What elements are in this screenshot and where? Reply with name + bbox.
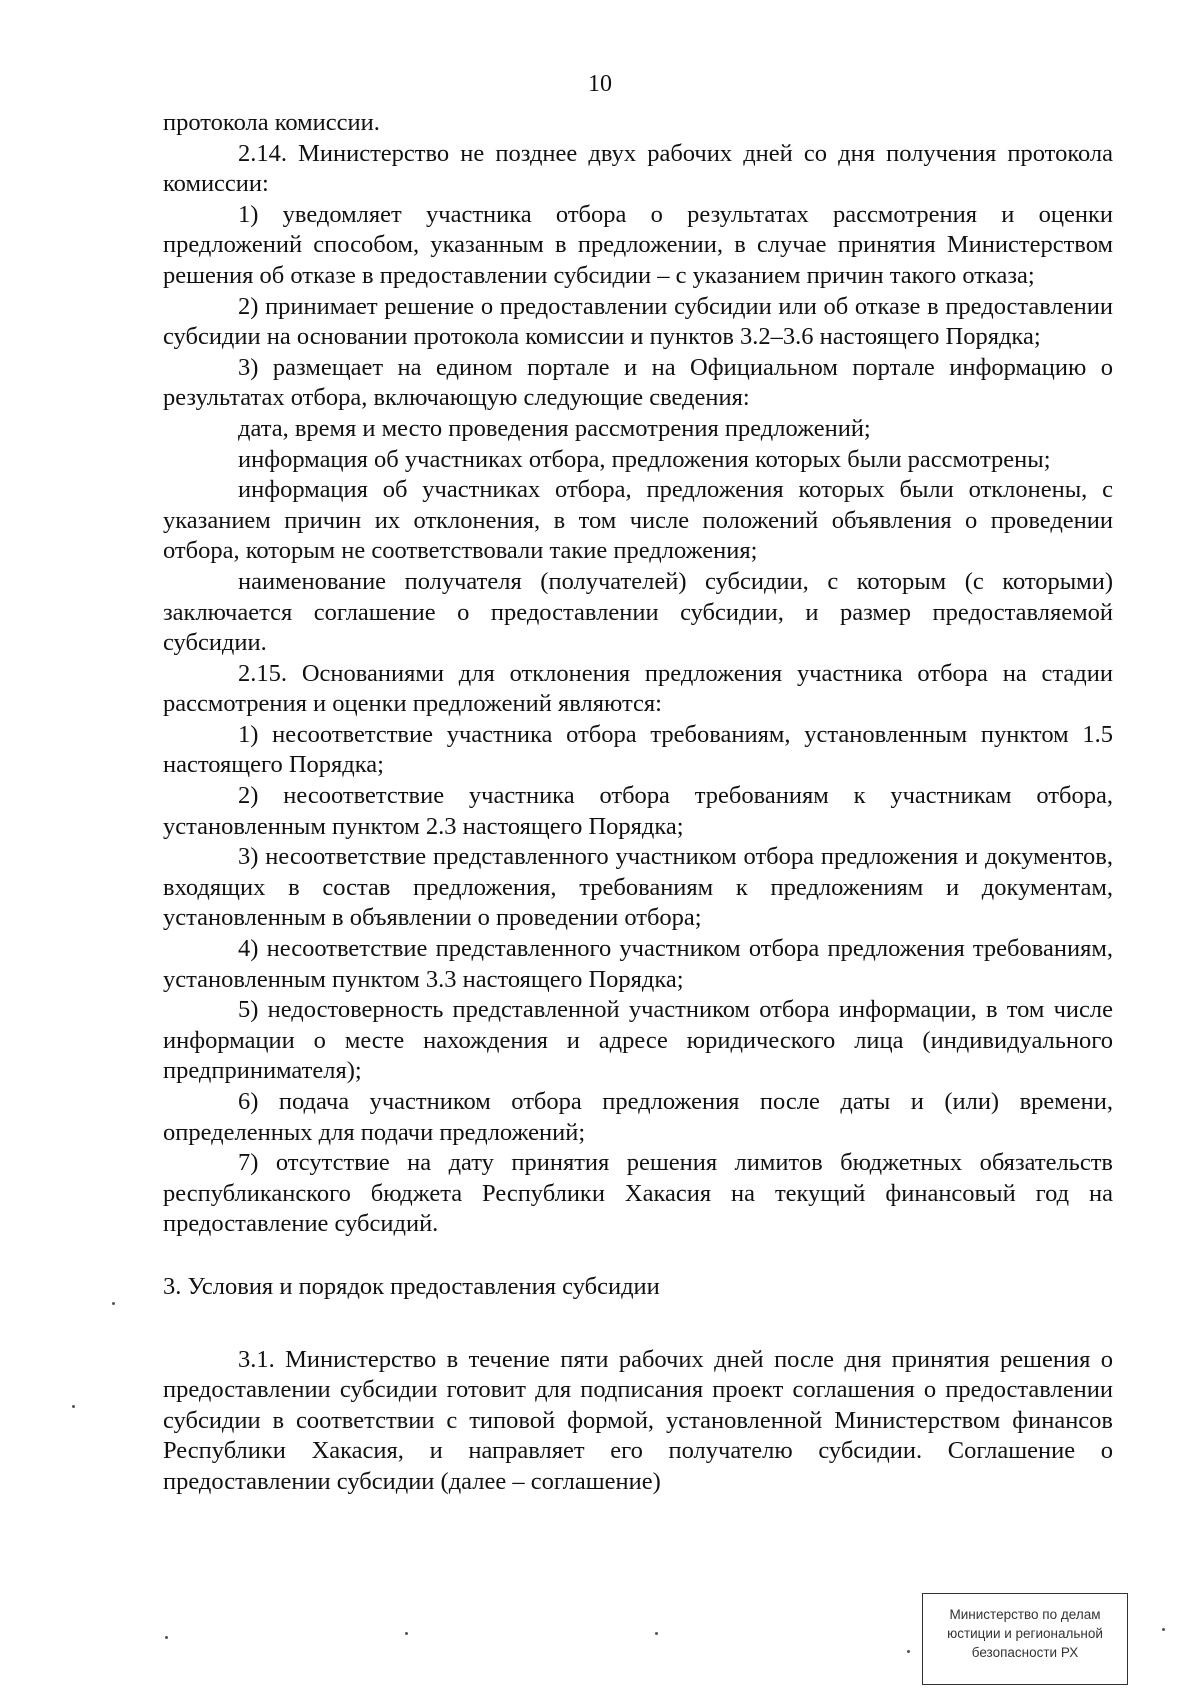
scan-speck bbox=[655, 1632, 658, 1635]
scan-speck bbox=[907, 1650, 910, 1653]
paragraph-2-15-item-5: 5) недостоверность представленной участником отбора информации, в том числе информации о месте нахождения и адресе юридического лица (индивидуального предпринимателя); bbox=[163, 996, 1113, 1085]
paragraph-continuation: протокола комиссии. bbox=[163, 109, 380, 136]
scan-speck bbox=[1162, 1628, 1165, 1631]
paragraph-info-rejected: информация об участниках отбора, предложения которых были отклонены, с указанием причин их отклонения, в том числе положений объявления о проведении отбора, которым не соответствовали такие предложения; bbox=[163, 476, 1113, 565]
paragraph-info-date: дата, время и место проведения рассмотрения предложений; bbox=[238, 414, 871, 442]
paragraph-2-15-item-1: 1) несоответствие участника отбора требованиям, установленным пунктом 1.5 настоящего Порядка; bbox=[163, 720, 1113, 779]
stamp-line: юстиции и региональной bbox=[947, 1626, 1103, 1641]
page-number: 10 bbox=[588, 71, 612, 97]
registration-stamp bbox=[922, 1593, 1128, 1685]
paragraph-2-14-item-1: 1) уведомляет участника отбора о результатах рассмотрения и оценки предложений способом, указанным в предложении, в случае принятия Министерством решения об отказе в предоставлении субсидии – с указанием причин такого отказа; bbox=[163, 200, 1113, 289]
scan-speck bbox=[165, 1636, 168, 1639]
paragraph-2-15-item-7: 7) отсутствие на дату принятия решения лимитов бюджетных обязательств республиканского бюджета Республики Хакасия на текущий финансовый год на предоставление субсидий. bbox=[163, 1149, 1113, 1238]
paragraph-3-1: 3.1. Министерство в течение пяти рабочих дней после дня принятия решения о предоставлении субсидии готовит для подписания проект соглашения о предоставлении субсидии в соответствии с типовой формой, установленной Министерством финансов Республики Хакасия, и направляет его получателю субсидии. Соглашение о предоставлении субсидии (далее – соглашение) bbox=[163, 1345, 1113, 1495]
paragraph-2-15-item-3: 3) несоответствие представленного участником отбора предложения и документов, входящих в состав предложения, требованиям к предложениям и документам, установленным в объявлении о проведении отбора; bbox=[163, 843, 1113, 932]
paragraph-2-14-item-3: 3) размещает на едином портале и на Официальном портале информацию о результатах отбора, включающую следующие сведения: bbox=[163, 353, 1113, 412]
paragraph-2-14: 2.14. Министерство не позднее двух рабочих дней со дня получения протокола комиссии: bbox=[163, 139, 1113, 198]
paragraph-info-recipient: наименование получателя (получателей) субсидии, с которым (с которыми) заключается соглашение о предоставлении субсидии, и размер предоставляемой субсидии. bbox=[163, 567, 1113, 657]
paragraph-info-reviewed: информация об участниках отбора, предложения которых были рассмотрены; bbox=[238, 445, 1051, 473]
scan-speck bbox=[72, 1405, 75, 1408]
paragraph-2-15-item-6: 6) подача участником отбора предложения после даты и (или) времени, определенных для подачи предложений; bbox=[163, 1088, 1113, 1146]
paragraph-2-15-item-2: 2) несоответствие участника отбора требованиям к участникам отбора, установленным пунктом 2.3 настоящего Порядка; bbox=[163, 782, 1113, 840]
paragraph-2-15: 2.15. Основаниями для отклонения предложения участника отбора на стадии рассмотрения и оценки предложений являются: bbox=[163, 659, 1113, 718]
scan-speck bbox=[112, 1302, 115, 1305]
scan-speck bbox=[405, 1632, 408, 1635]
section-heading: 3. Условия и порядок предоставления субсидии bbox=[163, 1272, 660, 1300]
document-body bbox=[163, 108, 1113, 1498]
stamp-line: безопасности РХ bbox=[971, 1645, 1079, 1660]
paragraph-2-14-item-2: 2) принимает решение о предоставлении субсидии или об отказе в предоставлении субсидии на основании протокола комиссии и пунктов 3.2–3.6 настоящего Порядка; bbox=[163, 292, 1113, 351]
paragraph-2-15-item-4: 4) несоответствие представленного участником отбора предложения требованиям, установленным пунктом 3.3 настоящего Порядка; bbox=[163, 935, 1113, 993]
stamp-line: Министерство по делам bbox=[949, 1607, 1101, 1622]
